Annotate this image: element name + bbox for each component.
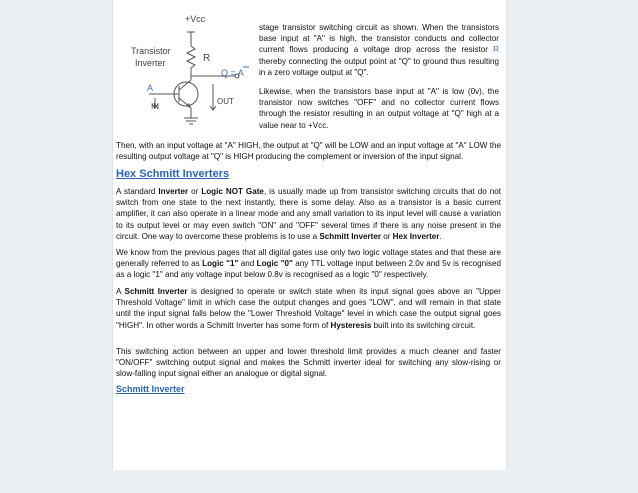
transistor-inverter-figure xyxy=(113,0,253,135)
summary-paragraph: Then, with an input voltage at "A" HIGH, the output at "Q" will be LOW and an input voltage at "A" LOW the resulting output voltage at "Q" is HIGH producing the complement or inversion of the input signal. xyxy=(116,141,501,162)
out-label: OUT xyxy=(217,97,234,106)
figure-title-line2: Inverter xyxy=(135,58,166,68)
resistor-r-ref: R xyxy=(493,45,499,55)
schmitt-inverter-heading[interactable]: Schmitt Inverter xyxy=(116,384,185,394)
q-label: Q = A xyxy=(221,68,244,78)
hex-schmitt-inverters-heading[interactable]: Hex Schmitt Inverters xyxy=(116,168,230,180)
resistor-label: R xyxy=(203,53,211,64)
page-background xyxy=(24,0,614,493)
article-content xyxy=(112,0,507,470)
figure-title-line1: Transistor xyxy=(131,46,171,56)
vcc-label: +Vcc xyxy=(185,14,206,24)
in-label: IN xyxy=(151,102,159,111)
intro-paragraph-2: Likewise, when the transistors base input at "A" is low (0v), the transistor now switches "OFF" and no collector current flows through the resistor resulting in an output voltage at "Q" high at a value near to +Vcc. xyxy=(259,87,499,130)
section1-paragraph-2: We know from the previous pages that all digital gates use only two logic voltage states and that these are generally referred to as Logic "1" and Logic "0" any TTL voltage input between 2.0v and 5v is recognised as a logic "1" and any voltage input below 0.8v is recognised as a logic "0" respectively. xyxy=(116,248,501,280)
intro-text xyxy=(259,22,499,139)
section1-paragraph-4: This switching action between an upper and lower threshold limit provides a much cleaner and faster "ON/OFF" switching output signal and makes the Schmitt inverter ideal for switching any slow-rising or slow-falling input signal either an analogue or digital signal. xyxy=(116,347,501,379)
intro-paragraph-1: stage transistor switching circuit as shown. When the transistors base input at "A" is high, the transistor conducts and collector current flows producing a voltage drop across the resistor R thereby connecting the output point at "Q" to ground thus resulting in a zero voltage output at "Q". xyxy=(259,23,499,77)
section1-paragraph-1: A standard Inverter or Logic NOT Gate, is usually made up from transistor switching circuits that do not switch from one state to the next instantly, there is some delay. Also as a transistor is a basic current amplifier, it can also operate in a linear mode and any small variation to its input level will cause a variation to its output level or may even switch "ON" and "OFF" several times if there is any noise present in the circuit. One way to overcome these problems is to use a Schmitt Inverter or Hex Inverter. xyxy=(116,187,501,241)
input-a-label: A xyxy=(147,83,154,93)
section1-paragraph-3: A Schmitt Inverter is designed to operate or switch state when its input signal goes above an "Upper Threshold Voltage" limit in which case the output changes and goes "LOW", and will remain in that state until the input signal falls below the "Lower Threshold Voltage" level in which case the output signal goes "HIGH". In other words a Schmitt Inverter has some form of Hysteresis built into its switching circuit. xyxy=(116,287,502,330)
